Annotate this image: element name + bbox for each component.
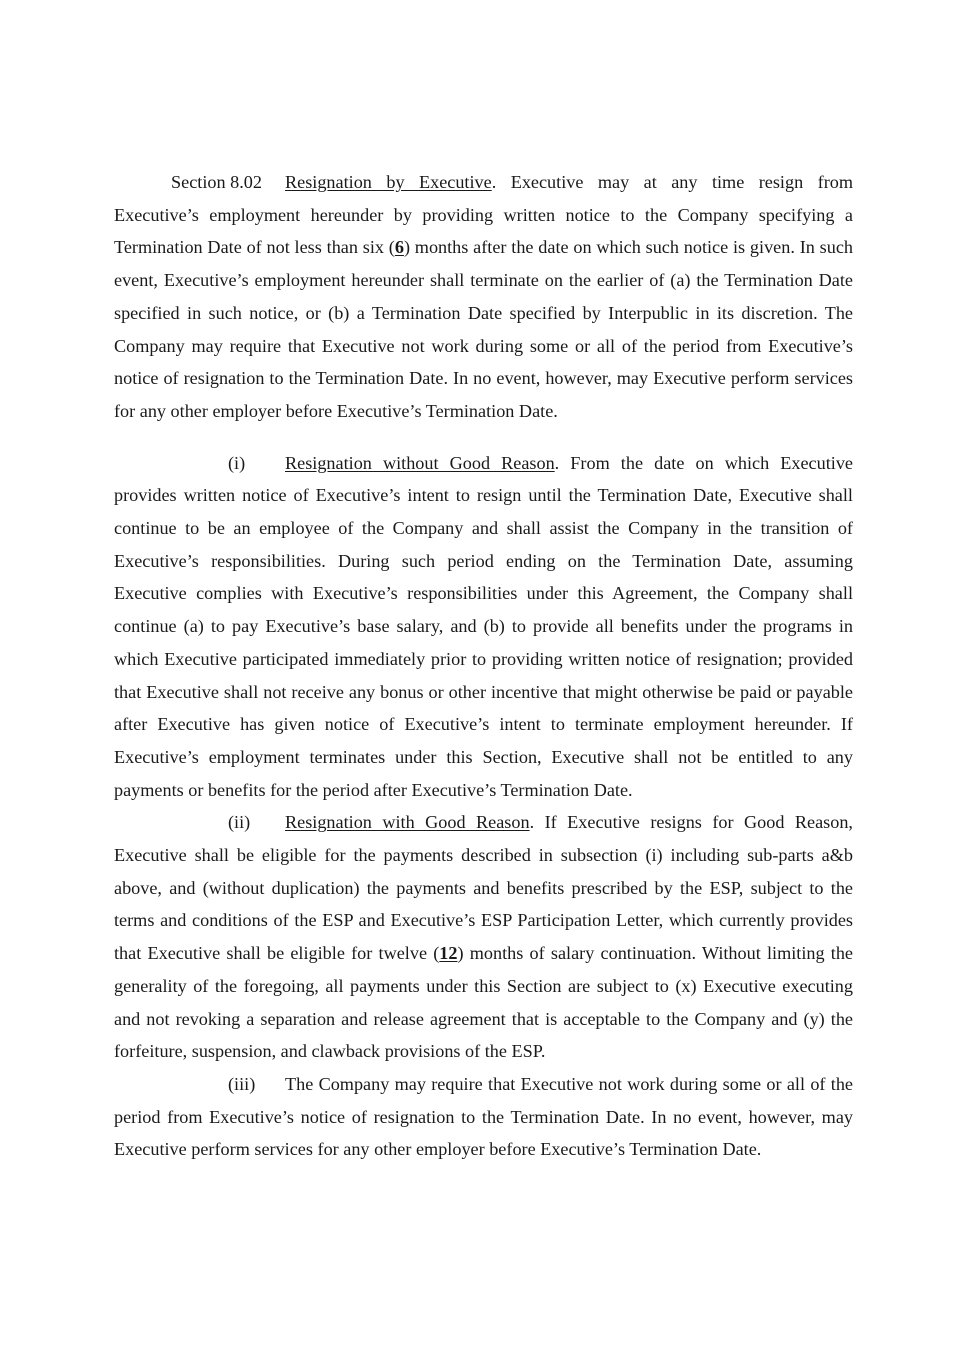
section-text-part-2: ) months after the date on which such notice is given. In such event, Executive’s employment hereunder shall terminate on the earlier of (a) the Termination Date specified in such notice, or (b) a Termination Date specified by Interpublic in its discretion. The Company may require that Executive not work during some or all of the period from Executive’s notice of resignation to the Termination Date. In no event, however, may Executive perform services for any other employer before Executive’s Termination Date. (114, 237, 853, 421)
subsection-iii-number: (iii) (228, 1073, 256, 1094)
section-months-number: 6 (394, 237, 404, 258)
subsection-iii-paragraph (114, 1068, 853, 1166)
section-8-02-paragraph (114, 166, 853, 428)
subsection-i-text: . From the date on which Executive provides written notice of Executive’s intent to resign until the Termination Date, Executive shall continue to be an employee of the Company and shall assist the Company in the transition of Executive’s responsibilities. During such period ending on the Termination Date, assuming Executive complies with Executive’s responsibilities under this Agreement, the Company shall continue (a) to pay Executive’s base salary, and (b) to provide all benefits under the programs in which Executive participated immediately prior to providing written notice of resignation; provided that Executive shall not receive any bonus or other incentive that might otherwise be paid or payable after Executive has given notice of Executive’s intent to terminate employment hereunder. If Executive’s employment terminates under this Section, Executive shall not be entitled to any payments or benefits for the period after Executive’s Termination Date. (114, 452, 853, 800)
subsection-ii-paragraph (114, 806, 853, 1068)
document-page (114, 166, 853, 1166)
subsection-ii-text-part-1: . If Executive resigns for Good Reason, Executive shall be eligible for the payments described in subsection (i) including sub-parts a&b above, and (without duplication) the payments and benefits prescribed by the ESP, subject to the terms and conditions of the ESP and Executive’s ESP Participation Letter, which currently provides that Executive shall be eligible for twelve ( (114, 812, 853, 964)
subsection-iii-text: The Company may require that Executive not work during some or all of the period from Executive’s notice of resignation to the Termination Date. In no event, however, may Executive perform services for any other employer before Executive’s Termination Date. (114, 1073, 853, 1160)
section-text-part-1: . Executive may at any time resign from Executive’s employment hereunder by providing written notice to the Company specifying a Termination Date of not less than six ( (114, 172, 853, 258)
subsection-ii-number: (ii) (228, 812, 251, 833)
subsection-ii-text-part-2: ) months of salary continuation. Without limiting the generality of the foregoing, all payments under this Section are subject to (x) Executive executing and not revoking a separation and release agreement that is acceptable to the Company and (y) the forfeiture, suspension, and clawback provisions of the ESP. (114, 943, 854, 1062)
subsection-i-title: Resignation without Good Reason (285, 452, 555, 473)
section-title: Resignation by Executive (285, 172, 492, 192)
subsection-ii-months-number: 12 (439, 943, 458, 964)
subsection-i-number: (i) (228, 452, 246, 473)
subsection-ii-title: Resignation with Good Reason (285, 812, 530, 833)
section-number: Section 8.02 (171, 172, 262, 192)
subsection-i-paragraph (114, 447, 853, 807)
